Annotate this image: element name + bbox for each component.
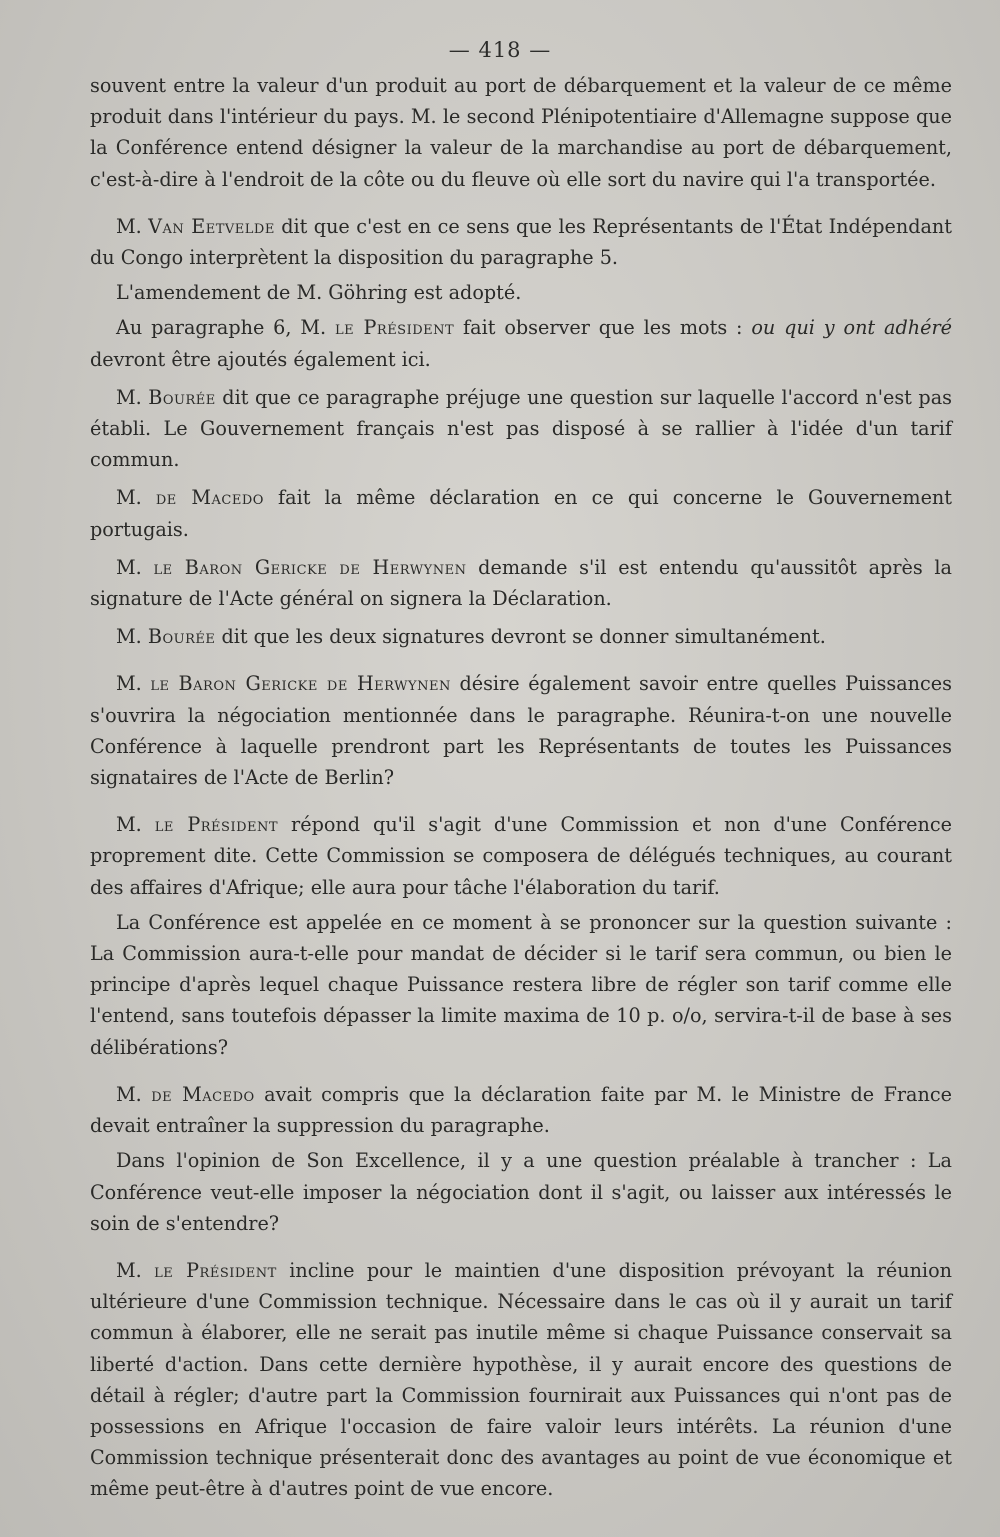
paragraph-13 <box>90 1145 952 1239</box>
paragraph-text: répond qu'il s'agit d'une Commission et non d'une Conférence proprement dite. Cette Commission se composera de délégués techniques, au courant des affaires d'Afrique; elle aura pour tâche l'élaboration du tarif. <box>90 813 952 899</box>
text-body <box>90 70 952 1505</box>
paragraph-text: demande s'il est entendu qu'aussitôt après la signature de l'Acte général on signera la Déclaration. <box>90 555 952 611</box>
paragraph-text: Dans l'opinion de Son Excellence, il y a une question préalable à trancher : La Conférence veut-elle imposer la négociation dont il s'agit, ou laisser aux intéressés le soin de s'entendre? <box>90 1149 952 1235</box>
paragraph-lead: M. <box>116 813 155 837</box>
speaker-name: Bourée <box>147 625 216 649</box>
speaker-name: Bourée <box>148 385 216 409</box>
paragraph-7 <box>90 552 952 614</box>
paragraph-text: avait compris que la déclaration faite par M. le Ministre de France devait entraîner la suppression du paragraphe. <box>90 1082 952 1138</box>
paragraph-pre: Au paragraphe 6, M. <box>116 316 335 340</box>
paragraph-4 <box>90 312 952 374</box>
speaker-name: Van Eetvelde <box>148 214 275 238</box>
paragraph-12 <box>90 1079 952 1141</box>
paragraph-9 <box>90 668 952 793</box>
paragraph-mid: fait observer que les mots : <box>454 316 752 340</box>
paragraph-8 <box>90 621 952 652</box>
paragraph-lead: M. <box>116 672 151 696</box>
speaker-name: le Président <box>154 1258 277 1282</box>
paragraph-10 <box>90 809 952 903</box>
paragraph-text: devront être ajoutés également ici. <box>90 347 431 371</box>
speaker-name: le Président <box>154 813 279 837</box>
paragraph-text: fait la même déclaration en ce qui concerne le Gouvernement portugais. <box>90 486 952 541</box>
paragraph-text: désire également savoir entre quelles Puissances s'ouvrira la négociation mentionnée dans le paragraphe. Réunira-t-on une nouvelle Conférence à laquelle prendront part les Représentants de toutes les Puissances signataires de l'Acte de Berlin? <box>90 672 952 790</box>
speaker-name: le Baron Gericke de Herwynen <box>153 555 467 579</box>
speaker-name: de Macedo <box>151 1082 255 1106</box>
paragraph-6 <box>90 482 952 544</box>
paragraph-3 <box>90 277 952 308</box>
paragraph-text: La Conférence est appelée en ce moment à se prononcer sur la question suivante : La Commission aura-t-elle pour mandat de décider si le tarif sera commun, ou bien le principe d'après lequel chaque Puissance restera libre de régler son tarif comme elle l'entend, sans toutefois dépasser la limite maxima de 10 p. o/o, servira-t-il de base à ses délibérations? <box>90 910 952 1059</box>
paragraph-text: dit que ce paragraphe préjuge une question sur laquelle l'accord n'est pas établi. Le Gouvernement français n'est pas disposé à se rallier à l'idée d'un tarif commun. <box>90 385 952 472</box>
speaker-name: le Président <box>335 316 455 340</box>
quoted-words: ou qui y ont adhéré <box>751 316 952 340</box>
paragraph-text: incline pour le maintien d'une disposition prévoyant la réunion ultérieure d'une Commission technique. Nécessaire dans le cas où il y aurait un tarif commun à élaborer, elle ne serait pas inutile même si chaque Puissance conservait sa liberté d'action. Dans cette dernière hypothèse, il y aurait encore des questions de détail à régler; d'autre part la Commission fournirait aux Puissances qui n'ont pas de possessions en Afrique l'occasion de faire valoir leurs intérêts. La réunion d'une Commission technique présenterait donc des avantages au point de vue économique et même peut-être à d'autres point de vue encore. <box>90 1258 952 1501</box>
paragraph-lead: M. <box>116 214 149 238</box>
page-number: — 418 — <box>448 38 552 62</box>
paragraph-lead: M. <box>116 486 156 510</box>
paragraph-1 <box>90 70 952 195</box>
paragraph-text: souvent entre la valeur d'un produit au port de débarquement et la valeur de ce même produit dans l'intérieur du pays. M. le second Plénipotentiaire d'Allemagne suppose que la Conférence entend désigner la valeur de la marchandise au port de débarquement, c'est-à-dire à l'endroit de la côte ou du fleuve où elle sort du navire qui l'a transportée. <box>90 74 952 191</box>
paragraph-lead: M. <box>116 625 148 649</box>
paragraph-11 <box>90 907 952 1063</box>
paragraph-text: L'amendement de M. Göhring est adopté. <box>116 281 522 305</box>
paragraph-text: dit que c'est en ce sens que les Représentants de l'État Indépendant du Congo interprètent la disposition du paragraphe 5. <box>90 214 952 270</box>
speaker-name: de Macedo <box>155 486 264 510</box>
paragraph-14 <box>90 1255 952 1505</box>
speaker-name: le Baron Gericke de Herwynen <box>150 672 451 696</box>
paragraph-5 <box>90 382 952 476</box>
paragraph-text: dit que les deux signatures devront se donner simultanément. <box>215 625 826 649</box>
paragraph-lead: M. <box>116 385 149 409</box>
paragraph-lead: M. <box>116 555 154 579</box>
paragraph-lead: M. <box>116 1258 155 1282</box>
paragraph-lead: M. <box>116 1082 152 1106</box>
paragraph-2 <box>90 211 952 273</box>
